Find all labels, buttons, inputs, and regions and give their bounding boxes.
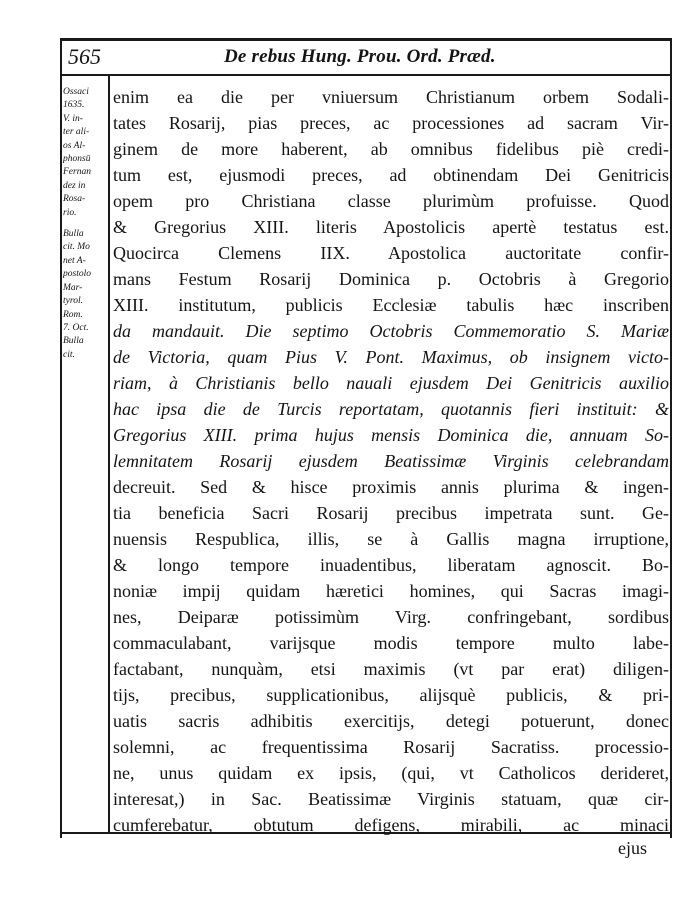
text-line: & Gregorius XIII. literis Apostolicis apertè testatus est. [113,217,669,237]
right-frame-line [670,38,672,838]
text-line: XIII. institutum, publicis Ecclesiæ tabulis hæc inscriben [113,295,669,315]
text-line: nuensis Respublica, illis, se à Gallis magna irruptione, [113,529,669,549]
text-line: tijs, precibus, supplicationibus, alijsquè publicis, & pri- [113,685,669,705]
text-line: solemni, ac frequentissima Rosarij Sacratiss. processio- [113,737,669,757]
page-number: 565 [68,44,101,69]
text-line: ginem de more haberent, ab omnibus fidelibus piè credi- [113,139,669,159]
running-head: De rebus Hung. Prou. Ord. Præd. [224,46,496,67]
margin-note-line: Ossaci [63,87,89,97]
margin-note-line: Bulla [63,229,84,240]
margin-divider-line [108,76,110,834]
margin-note-line: ter ali- [63,127,90,138]
text-line: tates Rosarij, pias preces, ac processiones ad sacram Vir- [113,113,669,133]
text-line: uatis sacris adhibitis exercitijs, detegi potuerunt, donec [113,711,669,731]
text-line: de Victoria, quam Pius V. Pont. Maximus, ob insignem victo- [113,347,669,367]
margin-note-gap [63,220,107,228]
margin-note-line: net A- [63,255,86,266]
text-line: decreuit. Sed & hisce proximis annis plurima & ingen- [113,477,669,497]
text-line: opem pro Christiana classe plurimùm profuisse. Quod [113,191,669,211]
text-line: lemnitatem Rosarij ejusdem Beatissimæ Virginis celebrandam [113,451,669,471]
text-line: cumferebatur, obtutum defigens, mirabili, ac minaci [113,815,669,835]
text-line: da mandauit. Die septimo Octobris Commemoratio S. Mariæ [113,321,669,341]
body-text [113,84,669,838]
text-line: nes, Deiparæ potissimùm Virg. confringebant, sordibus [113,607,669,627]
margin-note-line: rio. [63,207,77,218]
margin-note-line: Rom. [63,309,83,320]
text-line: Gregorius XIII. prima hujus mensis Dominica die, annuam So- [113,425,669,445]
text-line: mans Festum Rosarij Dominica p. Octobris à Gregorio [113,269,669,289]
text-line: tum est, ejusmodi preces, ad obtinendam Dei Genitricis [113,165,669,185]
header-rule [62,74,672,76]
margin-notes [63,86,107,362]
text-line: hac ipsa die de Turcis reportatam, quotannis fieri instituit: & [113,399,669,419]
margin-note-line: Bulla [63,336,84,347]
text-line: & longo tempore inuadentibus, liberatam agnoscit. Bo- [113,555,669,575]
margin-note-line: dez in [63,180,86,191]
margin-note-line: Fernan [63,167,91,178]
margin-note-line: 7. Oct. [63,322,89,333]
margin-note-line: tyrol. [63,296,83,307]
text-line: noniæ impij quidam hæretici homines, qui Sacras imagi- [113,581,669,601]
margin-note-line: phonsū [63,154,91,165]
margin-note-line: os Al- [63,140,86,151]
text-line: commaculabant, varijsque modis tempore multo labe- [113,633,669,653]
margin-note-line: V. in- [63,113,83,124]
text-line: ne, unus quidam ex ipsis, (qui, vt Catholicos derideret, [113,763,669,783]
text-line: factabant, nunquàm, etsi maximis (vt par erat) diligen- [113,659,669,679]
margin-note-line: 1635. [63,100,85,111]
page-header [66,44,666,72]
text-line: tia beneficia Sacri Rosarij precibus impetrata sunt. Ge- [113,503,669,523]
margin-note-line: Rosa- [63,194,86,205]
margin-note-line: postolo [63,269,91,280]
margin-note-line: cit. [63,349,75,360]
text-line: riam, à Christianis bello nauali ejusdem Dei Genitricis auxilio [113,373,669,393]
text-line: Quocirca Clemens IIX. Apostolica auctoritate confir- [113,243,669,263]
text-line: enim ea die per vniuersum Christianum orbem Sodali- [113,87,669,107]
margin-note-line: cit. Mo [63,242,90,253]
catchword: ejus [618,838,647,858]
top-rule [62,38,672,41]
text-line: interesat,) in Sac. Beatissimæ Virginis statuam, quæ cir- [113,789,669,809]
margin-note-line: Mar- [63,282,83,293]
left-frame-line [60,38,62,838]
